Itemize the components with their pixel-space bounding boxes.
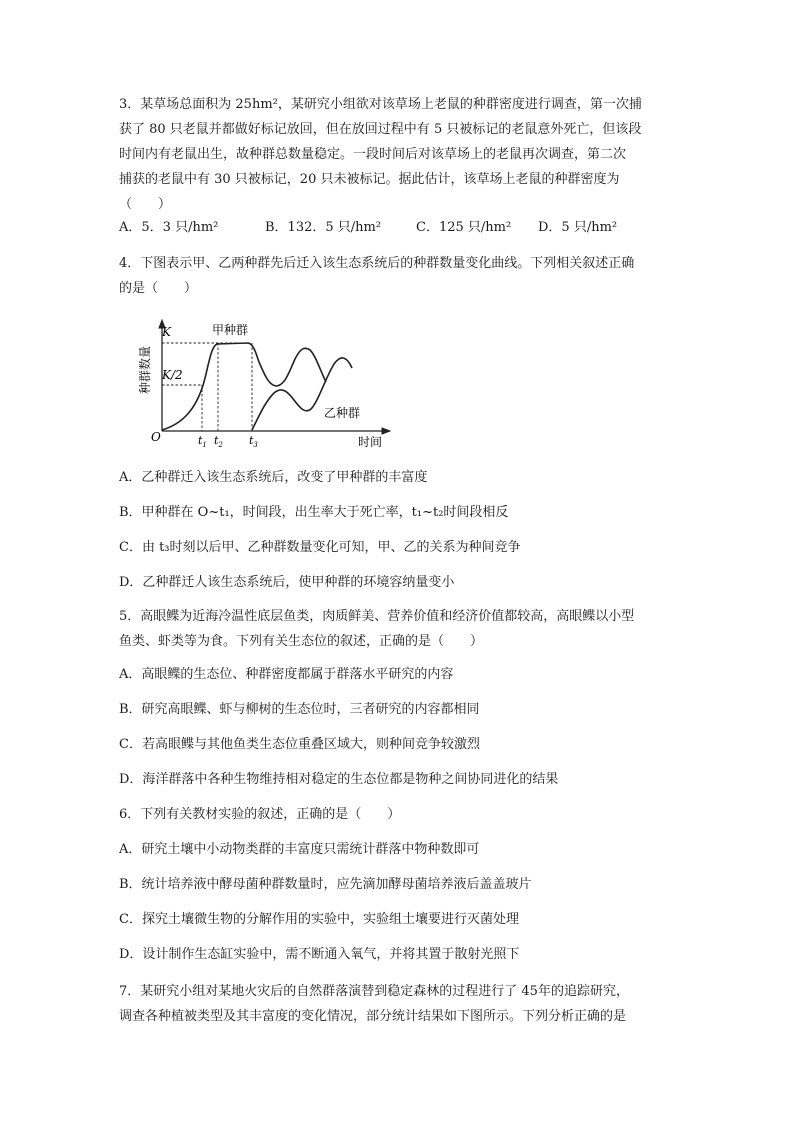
guide-lines [162, 343, 252, 431]
question-7-line: 调查各种植被类型及其丰富度的变化情况，部分统计结果如下图所示。下列分析正确的是 [119, 1009, 627, 1024]
question-3-line: 捕获的老鼠中有 30 只被标记，20 只未被标记。据此估计，该草场上老鼠的种群密度为 [119, 172, 620, 187]
question-4-line: 的是（ ） [119, 281, 198, 296]
half-k-label: K/2 [162, 368, 183, 382]
question-3-line: 3．某草场总面积为 25hm²，某研究小组欲对该草场上老鼠的种群密度进行调查，第一次捕 [119, 97, 642, 112]
question-6-line: 6．下列有关教材实验的叙述，正确的是（ ） [119, 807, 401, 822]
question-5-option-b: B．研究高眼鲽、虾与柳树的生态位时，三者研究的内容都相同 [119, 702, 480, 717]
question-3-line: （ ） [119, 197, 172, 212]
question-6-option-d: D．设计制作生态缸实验中，需不断通入氧气，并将其置于散射光照下 [119, 947, 520, 962]
question-5-line: 5．高眼鲽为近海冷温性底层鱼类，肉质鲜美、营养价值和经济价值都较高，高眼鲽以小型 [119, 609, 635, 624]
question-4-option-d: D．乙种群迁人该生态系统后，使甲种群的环境容纳量变小 [119, 575, 455, 590]
question-4-option-b: B．甲种群在 O~t₁，时间段，出生率大于死亡率，t₁~t₂时间段相反 [119, 505, 509, 520]
question-4-stem [119, 251, 679, 301]
question-5-line: 鱼类、虾类等为食。下列有关生态位的叙述，正确的是（ ） [119, 634, 484, 649]
question-4-line: 4．下图表示甲、乙两种群先后迁入该生态系统后的种群数量变化曲线。下列相关叙述正确 [119, 256, 635, 271]
question-6-option-b: B．统计培养液中酵母菌种群数量时，应先滴加酵母菌培养液后盖盖玻片 [119, 877, 532, 892]
option-a: A．5．3 只/hm² [119, 220, 219, 235]
question-7-line: 7．某研究小组对某地火灾后的自然群落演替到稳定森林的过程进行了 45年的追踪研究， [119, 984, 629, 999]
tick-t3-label: $t_3$ [249, 434, 258, 449]
question-3-options [119, 215, 679, 240]
question-6-option-c: C．探究土壤微生物的分解作用的实验中，实验组土壤要进行灭菌处理 [119, 912, 519, 927]
species-jia-label: 甲种群 [212, 323, 249, 337]
species-yi-label: 乙种群 [324, 406, 361, 420]
origin-label: O [151, 430, 161, 444]
species-jia-curve [162, 343, 326, 430]
question-4-option-c: C．由 t₃时刻以后甲、乙种群数量变化可知，甲、乙的关系为种间竞争 [119, 540, 521, 555]
x-axis-label: 时间 [358, 435, 383, 449]
question-3-line: 获了 80 只老鼠并都做好标记放回，但在放回过程中有 5 只被标记的老鼠意外死亡，但该段 [119, 122, 642, 137]
x-axis-arrow [382, 428, 390, 434]
question-3-stem [119, 92, 679, 217]
question-5-option-a: A．高眼鲽的生态位、种群密度都属于群落水平研究的内容 [119, 667, 454, 682]
option-c: C．125 只/hm² [416, 220, 512, 235]
question-6-option-a: A．研究土壤中小动物类群的丰富度只需统计群落中物种数即可 [119, 842, 480, 857]
question-3-line: 时间内有老鼠出生，故种群总数量稳定。一段时间后对该草场上的老鼠再次调查，第二次 [119, 147, 627, 162]
question-6-stem [119, 802, 679, 827]
y-axis-label: 种群数量 [138, 345, 152, 395]
question-4-option-a: A．乙种群迁入该生态系统后，改变了甲种群的丰富度 [119, 470, 428, 485]
question-5-stem [119, 604, 679, 654]
question-7-stem [119, 979, 679, 1029]
population-curve-figure [138, 316, 394, 450]
option-b: B．132．5 只/hm² [265, 220, 382, 235]
question-5-option-d: D．海洋群落中各种生物维持相对稳定的生态位都是物种之间协同进化的结果 [119, 772, 559, 787]
question-5-option-c: C．若高眼鲽与其他鱼类生态位重叠区域大，则种间竞争较激烈 [119, 737, 480, 752]
tick-t2-label: $t_2$ [214, 434, 223, 449]
tick-t1-label: $t_1$ [198, 434, 207, 449]
k-label: K [162, 325, 171, 339]
option-d: D．5 只/hm² [538, 220, 618, 235]
